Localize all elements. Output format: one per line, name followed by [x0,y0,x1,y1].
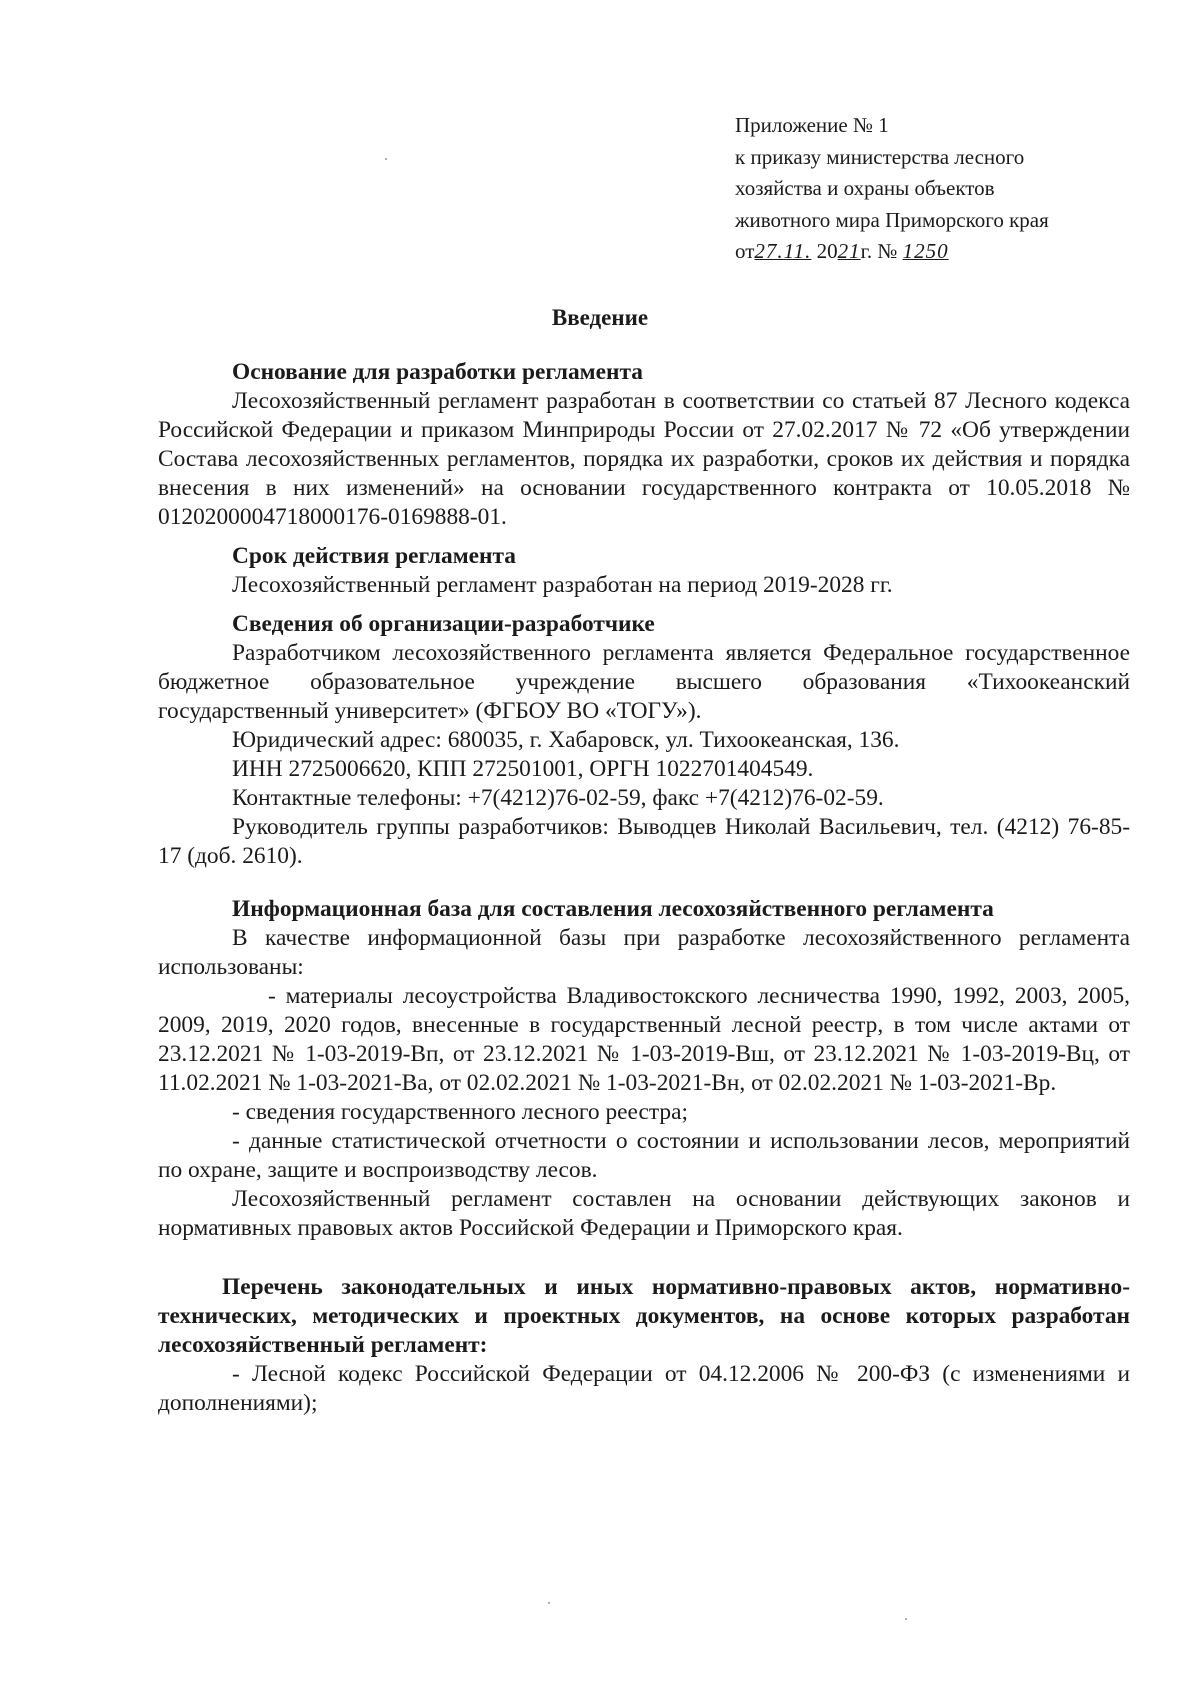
legal-list-item: - Лесной кодекс Российской Федерации от 04.12.2006 № 200-ФЗ (с изменениями и дополнениями); [158,1361,1130,1416]
developer-phones: Контактные телефоны: +7(4212)76-02-59, факс +7(4212)76-02-59. [232,785,884,811]
developer-address: Юридический адрес: 680035, г. Хабаровск, ул. Тихоокеанская, 136. [232,727,900,753]
infobase-item-materials: - материалы лесоустройства Владивостокского лесничества 1990, 1992, 2003, 2005, 2009, 2019, 2020 годов, внесенные в государственный лесной реестр, в том числе актами от 23.12.2021 № 1-03-2019-Вп, от 23.12.2021 № 1-03-2019-Вш, от 23.12.2021 № 1-03-2019-Вц, от 11.02.2021 № 1-03-2021-Ва, от 02.02.2021 № 1-03-2021-Вн, от 02.02.2021 № 1-03-2021-Вр. [158,983,1130,1096]
infobase-heading: Информационная база для составления лесохозяйственного регламента [232,896,994,922]
appendix-block [735,110,1049,268]
scan-speck [548,1602,550,1604]
handwritten-date: 27.11. [754,239,812,263]
term-text: Лесохозяйственный регламент разработан на период 2019-2028 гг. [232,572,893,598]
developer-head: Руководитель группы разработчиков: Выводцев Николай Васильевич, тел. (4212) 76-85-17 (доб. 2610). [158,814,1130,869]
handwritten-number: 1250 [902,239,949,263]
developer-text: Разработчиком лесохозяйственного регламента является Федеральное государственное бюджетное образовательное учреждение высшего образования «Тихоокеанский государственный университет» (ФГБОУ ВО «ТОГУ»). [158,640,1130,724]
infobase-intro: В качестве информационной базы при разработке лесохозяйственного регламента использованы: [158,925,1130,980]
basis-heading: Основание для разработки регламента [232,359,643,385]
developer-ids: ИНН 2725006620, КПП 272501001, ОРГН 1022701404549. [232,756,814,782]
infobase-item-registry: - сведения государственного лесного реестра; [232,1099,688,1125]
year-suffix: г. № [860,239,898,263]
infobase-item-statistics: - данные статистической отчетности о состоянии и использовании лесов, мероприятий по охране, защите и воспроизводству лесов. [158,1128,1130,1183]
section-title: Введение [551,305,649,330]
developer-heading: Сведения об организации-разработчике [232,611,655,637]
document-body [158,358,1130,1418]
appendix-line-order: к приказу министерства лесного [735,144,1025,169]
year-prefix: 20 [816,239,838,263]
handwritten-year: 21 [837,239,861,263]
date-prefix: от [735,239,755,263]
scan-speck [385,158,387,160]
term-heading: Срок действия регламента [232,543,516,569]
infobase-conclusion: Лесохозяйственный регламент составлен на основании действующих законов и нормативных правовых актов Российской Федерации и Приморского края. [158,1186,1130,1241]
appendix-date-line [735,236,1049,268]
appendix-line-ministry: хозяйства и охраны объектов [735,176,995,200]
appendix-title: Приложение № 1 [735,113,889,137]
scan-speck [905,1618,907,1620]
basis-text: Лесохозяйственный регламент разработан в соответствии со статьей 87 Лесного кодекса Российской Федерации и приказом Минприроды России от 27.02.2017 № 72 «Об утверждении Состава лесохозяйственных регламентов, порядка их разработки, сроков их действия и порядка внесения в них изменений» на основании государственного контракта от 10.05.2018 № 0120200004718000176-0169888-01. [158,388,1130,530]
legal-list-heading: Перечень законодательных и иных нормативно-правовых актов, нормативно-технических, методических и проектных документов, на основе которых разработан лесохозяйственный регламент: [158,1274,1130,1358]
appendix-line-region: животного мира Приморского края [735,207,1049,232]
